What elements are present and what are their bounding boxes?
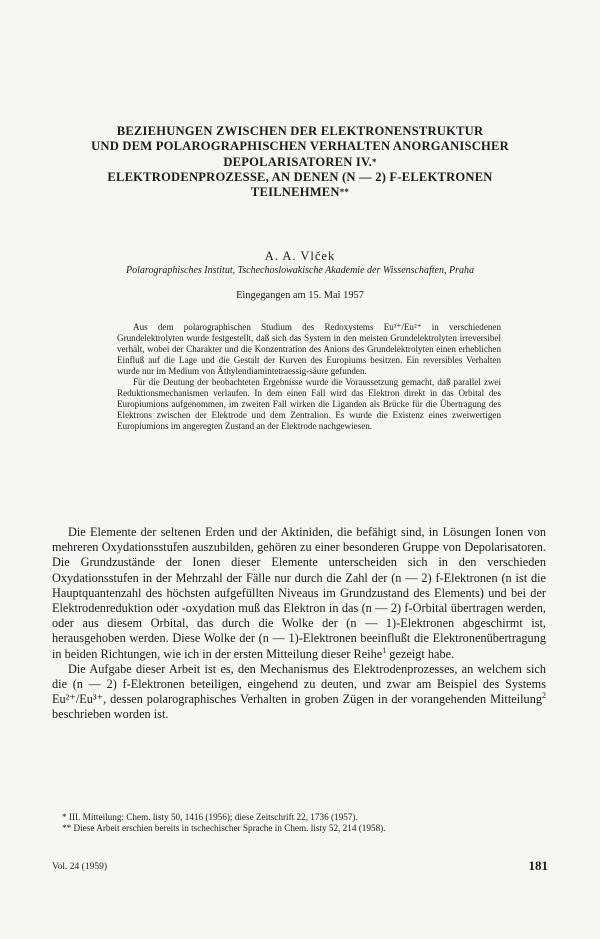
page-number: 181	[528, 858, 548, 873]
abstract-paragraph-1: Aus dem polarographischen Studium des Redoxystems Eu³⁺/Eu²⁺ in verschiedenen Grundelektrolyten wurde festgestellt, daß sich das System in den meisten Grundelektrolyten irreversibel verhält, wobei der Charakter und die Konzentration des Anions des Grundelektrolyten einen erheblichen Einfluß auf die Lage und die Gestalt der Kurven des Europiums besitzen. Ein reversibles Verhalten wurde nur im Medium von Äthylendiamintetraessig-säure gefunden.	[117, 322, 501, 377]
received-date: Eingegangen am 15. Mai 1957	[236, 290, 364, 301]
title-line-5: TEILNEHMEN**	[250, 185, 350, 200]
title-line-4: ELEKTRODENPROZESSE, AN DENEN (N — 2) F-ELEKTRONEN	[107, 169, 493, 184]
body-paragraph-2: Die Aufgabe dieser Arbeit ist es, den Mechanismus des Elektrodenprozesses, an welchem sich die (n — 2) f-Elektronen beteiligen, eingehend zu deuten, und zwar am Beispiel des Systems Eu²⁺/Eu³⁺, dessen polarographisches Verhalten in groben Zügen in der vorangehenden Mitteilung$^2$ beschrieben worden ist.	[52, 661, 546, 722]
footnote-1: * III. Mitteilung: Chem. listy 50, 1416 (1956); diese Zeitschrift 22, 1736 (1957).	[62, 812, 358, 822]
author-name: A. A. Vlček	[264, 249, 336, 263]
reference-1: 1	[382, 645, 387, 655]
body-paragraph-1: Die Elemente der seltenen Erden und der Aktiniden, die befähigt sind, in Lösungen Ionen von mehreren Oxydationsstufen auszubilden, gehören zu einer besonderen Gruppe von Depolarisatoren. Die Grundzustände der Ionen dieser Elemente unterscheiden sich in den verschieden Oxydationsstufen in der Mehrzahl der Fälle nur durch die Zahl der (n — 2) f-Elektronen (n ist die Hauptquantenzahl des höchsten aufgefüllten Niveaus im Grundzustand des Elements) und bei der Elektrodenreduktion oder -oxydation muß das Elektron in das (n — 2) f-Orbital übertragen werden, oder aus diesem Orbital, das durch die Wolke der (n — 1)-Elektronen abgeschirmt ist, herausgehoben werden. Diese Wolke der (n — 1)-Elektronen beeinflußt die Elektronenübertragung in beiden Richtungen, wie ich in der ersten Mitteilung dieser Reihe$^1$ gezeigt habe.	[52, 525, 546, 661]
title-line-3: DEPOLARISATOREN IV.*	[223, 154, 377, 169]
abstract-paragraph-2: Für die Deutung der beobachteten Ergebnisse wurde die Voraussetzung gemacht, daß parallel zwei Reduktionsmechanismen verlaufen. In dem einen Fall wird das Elektron direkt in das Orbital des Europiumions aufgenommen, im zweiten Fall wirken die Liganden als Brücke für die Übertragung des Elektrons zwischen der Elektrode und dem Zentralion. Es wurde die Existenz eines zweiwertigen Europiumions im angeregten Zustand an der Elektrode nachgewiesen.	[117, 377, 501, 432]
volume-info: Vol. 24 (1959)	[52, 862, 107, 872]
footnote-2: ** Diese Arbeit erschien bereits in tschechischer Sprache in Chem. listy 52, 214 (1958).	[62, 823, 386, 834]
title-line-1: BEZIEHUNGEN ZWISCHEN DER ELEKTRONENSTRUKTUR	[116, 124, 484, 138]
title-footnote-mark: *	[371, 156, 377, 167]
article-title	[60, 124, 540, 200]
reference-2: 2	[542, 691, 546, 701]
abstract	[117, 322, 501, 432]
body-text	[52, 525, 546, 723]
author-affiliation: Polarographisches Institut, Tschechoslowakische Akademie der Wissenschaften, Praha	[126, 265, 474, 276]
title-line-2: UND DEM POLAROGRAPHISCHEN VERHALTEN ANORGANISCHER	[91, 139, 509, 154]
title-footnote-mark-2: **	[339, 187, 350, 198]
footnotes	[62, 812, 542, 834]
